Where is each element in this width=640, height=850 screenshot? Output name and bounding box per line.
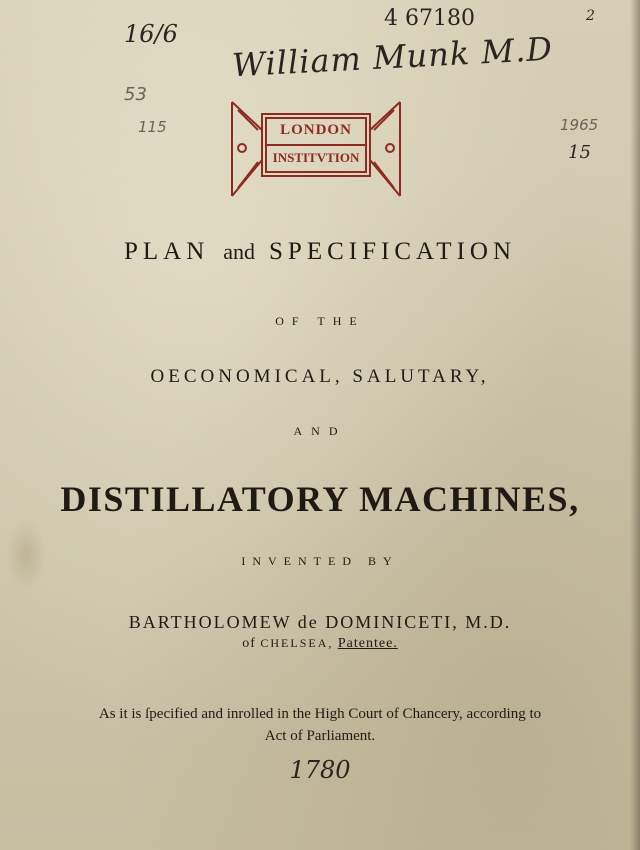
signature: William Munk M.D xyxy=(231,29,554,85)
title-of-the: OF THE xyxy=(275,314,365,328)
accession-number: 4 67180 xyxy=(384,6,475,31)
corner-mark: 2 xyxy=(586,8,595,24)
author-patentee: Patentee. xyxy=(337,636,398,651)
imprint-line-1: As it is ſpecified and inrolled in the High Court of Chancery, according to xyxy=(98,706,542,722)
shelf-mark: 16/6 xyxy=(124,20,178,48)
imprint-line-2: Act of Parliament. xyxy=(264,728,376,744)
title-line-plan xyxy=(0,238,640,266)
title-oeconomical: OECONOMICAL, SALUTARY, xyxy=(150,366,490,387)
title-distillatory: DISTILLATORY MACHINES, xyxy=(60,479,580,519)
author-place-line xyxy=(0,636,640,652)
stamp-line-london: LONDON xyxy=(280,122,352,138)
pencil-note-right-2: 15 xyxy=(568,142,591,163)
author-place: CHELSEA, xyxy=(260,636,334,650)
author-name: BARTHOLOMEW de DOMINICETI, M.D. xyxy=(128,612,512,632)
title-word-and: and xyxy=(223,239,256,264)
pencil-note-left-1: 53 xyxy=(124,84,147,105)
author-of: of xyxy=(242,636,256,651)
title-invented-by: INVENTED BY xyxy=(241,554,399,568)
pencil-note-right-1: 1965 xyxy=(560,116,599,134)
title-word-plan: PLAN xyxy=(123,238,210,265)
pencil-note-left-2: 115 xyxy=(138,118,167,136)
title-and: AND xyxy=(293,424,347,438)
library-stamp xyxy=(230,100,402,200)
stamp-line-institution: INSTITVTION xyxy=(272,150,360,165)
handwritten-date: 1780 xyxy=(289,756,351,784)
title-word-specification: SPECIFICATION xyxy=(269,238,517,265)
